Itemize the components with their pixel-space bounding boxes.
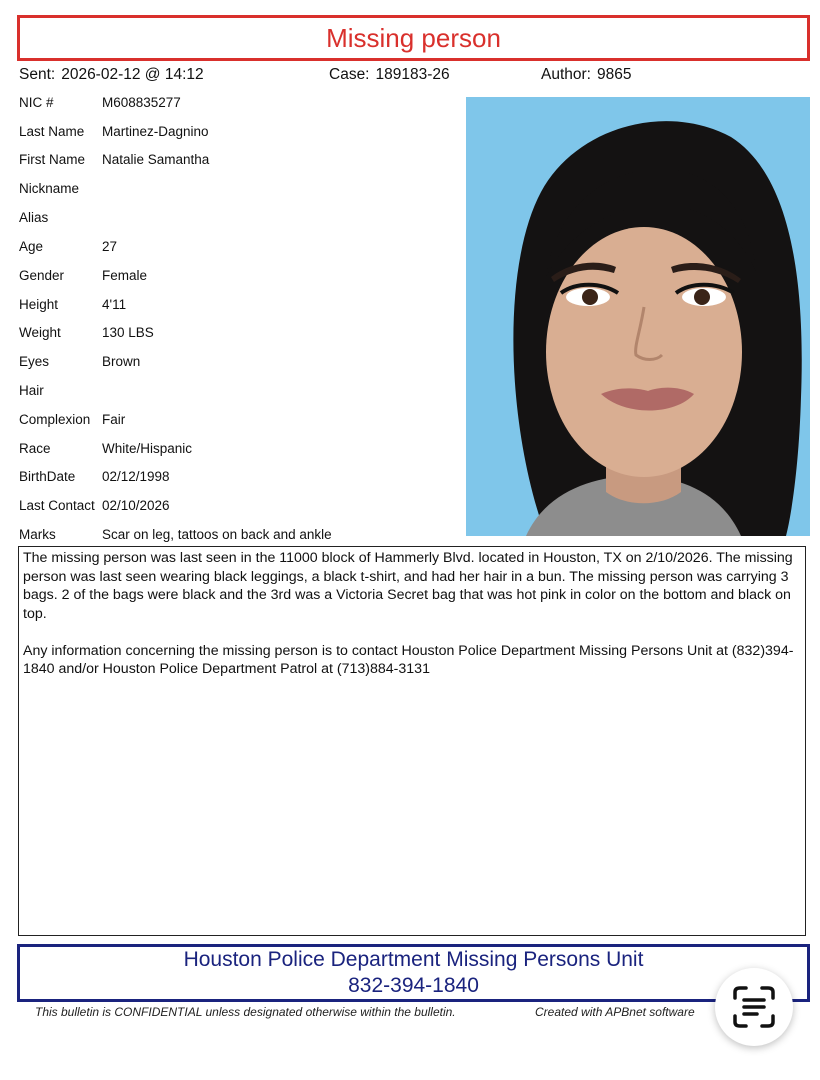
case-value: 189183-26 (375, 66, 450, 83)
bulletin-title-box (17, 15, 810, 61)
field-value: M608835277 (102, 95, 181, 110)
field-label: Nickname (19, 181, 80, 196)
footer-contact-box (17, 944, 810, 1002)
footer-unit-name: Houston Police Department Missing Persons Unit (183, 948, 644, 971)
sent-label: Sent: (19, 66, 56, 83)
bulletin-title: Missing person (326, 22, 501, 53)
field-label: Gender (19, 268, 65, 283)
portrait-image (466, 97, 810, 536)
author-label: Author: (541, 66, 591, 83)
field-value: Brown (102, 354, 141, 369)
author-info (541, 66, 631, 84)
field-label: Alias (19, 210, 49, 225)
field-label: Race (19, 441, 51, 456)
case-info (329, 66, 450, 84)
field-label: Eyes (19, 354, 50, 369)
field-label: Marks (19, 527, 56, 542)
field-label: Height (19, 297, 59, 312)
field-value: Martinez-Dagnino (102, 124, 209, 139)
narrative-contact: Any information concerning the missing person is to contact Houston Police Department Missing Persons Unit at (832)394-1840 and/or Houston Police Department Patrol at (713)884-3131 (23, 642, 794, 677)
narrative-description: The missing person was last seen in the 11000 block of Hammerly Blvd. located in Houston, TX on 2/10/2026. The missing person was last seen wearing black leggings, a black t-shirt, and had her hair in a bun. The missing person was carrying 3 bags. 2 of the bags were black and the 3rd was a Victoria Secret bag that was hot pink in color on the bottom and black on top. (23, 550, 793, 622)
sent-info (19, 66, 204, 84)
field-value: Scar on leg, tattoos on back and ankle (102, 527, 332, 542)
footer-phone: 832-394-1840 (348, 974, 479, 997)
field-value: 02/12/1998 (102, 469, 170, 484)
field-value: Natalie Samantha (102, 152, 210, 167)
field-label: BirthDate (19, 469, 76, 484)
field-label: Last Contact (19, 498, 95, 513)
field-label: Weight (19, 325, 61, 340)
narrative-box (18, 546, 806, 936)
scan-text-icon (729, 982, 779, 1032)
person-photo (466, 97, 810, 536)
field-value: 27 (102, 239, 118, 254)
software-credit: Created with APBnet software (535, 1005, 695, 1019)
case-label: Case: (329, 66, 370, 83)
text-scan-button[interactable] (715, 968, 793, 1046)
field-value: 02/10/2026 (102, 498, 170, 513)
field-label: Complexion (19, 412, 91, 427)
confidential-notice: This bulletin is CONFIDENTIAL unless designated otherwise within the bulletin. (35, 1005, 456, 1019)
author-value: 9865 (596, 66, 632, 83)
field-value: Fair (102, 412, 126, 427)
sent-value: 2026-02-12 @ 14:12 (61, 66, 204, 83)
field-value: Female (102, 268, 148, 283)
field-value: 130 LBS (102, 325, 154, 340)
field-label: Last Name (19, 124, 85, 139)
field-label: Hair (19, 383, 44, 398)
field-value: White/Hispanic (102, 441, 193, 456)
field-value: 4'11 (102, 297, 127, 312)
field-label: First Name (19, 152, 86, 167)
field-label: Age (19, 239, 44, 254)
field-label: NIC # (19, 95, 54, 110)
